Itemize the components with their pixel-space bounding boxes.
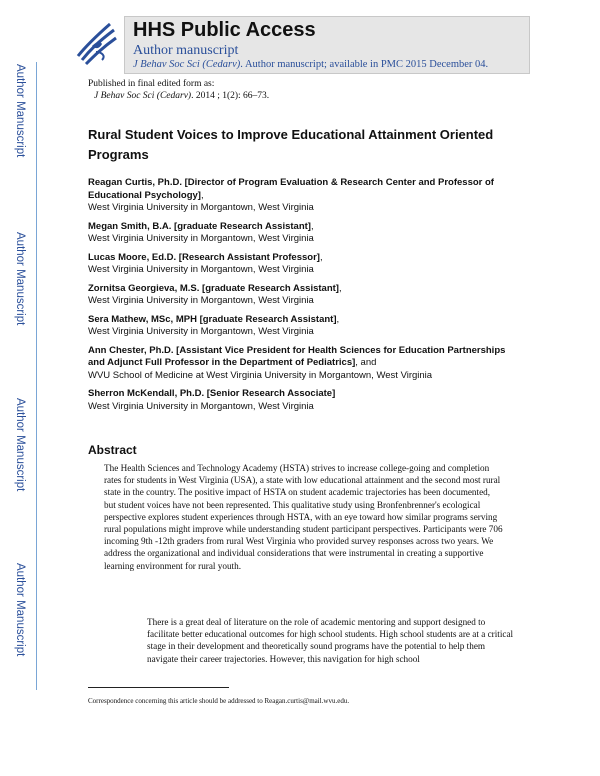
- left-sidebar: [0, 0, 37, 776]
- sidebar-label-1: Author Manuscript: [14, 64, 26, 158]
- sidebar-divider: [36, 62, 37, 690]
- sidebar-label-3: Author Manuscript: [14, 398, 26, 492]
- intro-paragraph: There is a great deal of literature on the role of academic mentoring and support designed to facilitate better educational outcomes for high school students. High school students are at a critical stage in their development and theoretically sound programs have the potential to help them navigate their career trajectories. However, this navigation for high school: [147, 617, 514, 664]
- hhs-header: [124, 16, 530, 74]
- hhs-eagle-logo-icon: [72, 16, 118, 68]
- author-entry: Sherron McKendall, Ph.D. [Senior Research Associate] West Virginia University in Morgantown, West Virginia: [88, 388, 336, 412]
- abstract-text: The Health Sciences and Technology Academy (HSTA) strives to increase college-going and completion rates for students in West Virginia (USA), a state with low educational attainment and the second most rural state in the country. The positive impact of HSTA on student academic trajectories has been documented, but student voices have not been represented. This qualitative study using Bronfenbrenner's ecological perspective explores student experiences through HSTA, with an eye toward how similar programs serving rural populations might improve while understanding student participant perspectives. Participants were 706 incoming 9th -12th graders from rural West Virginia who provided survey responses across two years. We address the organizational and individual considerations that were instrumental in creating a supportive learning environment for rural youth.: [104, 463, 503, 571]
- sidebar-label-2: Author Manuscript: [14, 232, 26, 326]
- author-entry: Reagan Curtis, Ph.D. [Director of Program Evaluation & Research Center and Professor of Educational Psychology], West Virginia University in Morgantown, West Virginia: [88, 177, 494, 213]
- publication-info: Published in final edited form as: J Behav Soc Sci (Cedarv). 2014 ; 1(2): 66–73.: [88, 79, 270, 101]
- footnote-rule: [88, 687, 229, 688]
- author-entry: Ann Chester, Ph.D. [Assistant Vice President for Health Sciences for Education Partnerships and Adjunct Full Professor in the Department of Pediatrics], and WVU School of Medicine at West Virginia University in Morgantown, West Virginia: [88, 344, 506, 381]
- author-entry: Megan Smith, B.A. [graduate Research Assistant], West Virginia University in Morgantown, West Virginia: [88, 220, 314, 244]
- article-title: Rural Student Voices to Improve Educational Attainment Oriented Programs: [88, 127, 494, 162]
- author-entry: Sera Mathew, MSc, MPH [graduate Research Assistant], West Virginia University in Morgantown, West Virginia: [88, 313, 340, 337]
- header-title: HHS Public Access: [133, 19, 316, 41]
- author-entry: Lucas Moore, Ed.D. [Research Assistant Professor], West Virginia University in Morgantown, West Virginia: [88, 251, 323, 275]
- author-entry: Zornitsa Georgieva, M.S. [graduate Research Assistant], West Virginia University in Morgantown, West Virginia: [88, 282, 342, 306]
- correspondence-footnote: Correspondence concerning this article should be addressed to Reagan.curtis@mail.wvu.edu.: [88, 697, 350, 705]
- abstract-heading: Abstract: [88, 443, 137, 457]
- header-journal-line: J Behav Soc Sci (Cedarv). Author manuscript; available in PMC 2015 December 04.: [133, 59, 489, 70]
- sidebar-label-4: Author Manuscript: [14, 563, 26, 657]
- author-list: [88, 177, 518, 419]
- header-subtitle: Author manuscript: [133, 43, 239, 58]
